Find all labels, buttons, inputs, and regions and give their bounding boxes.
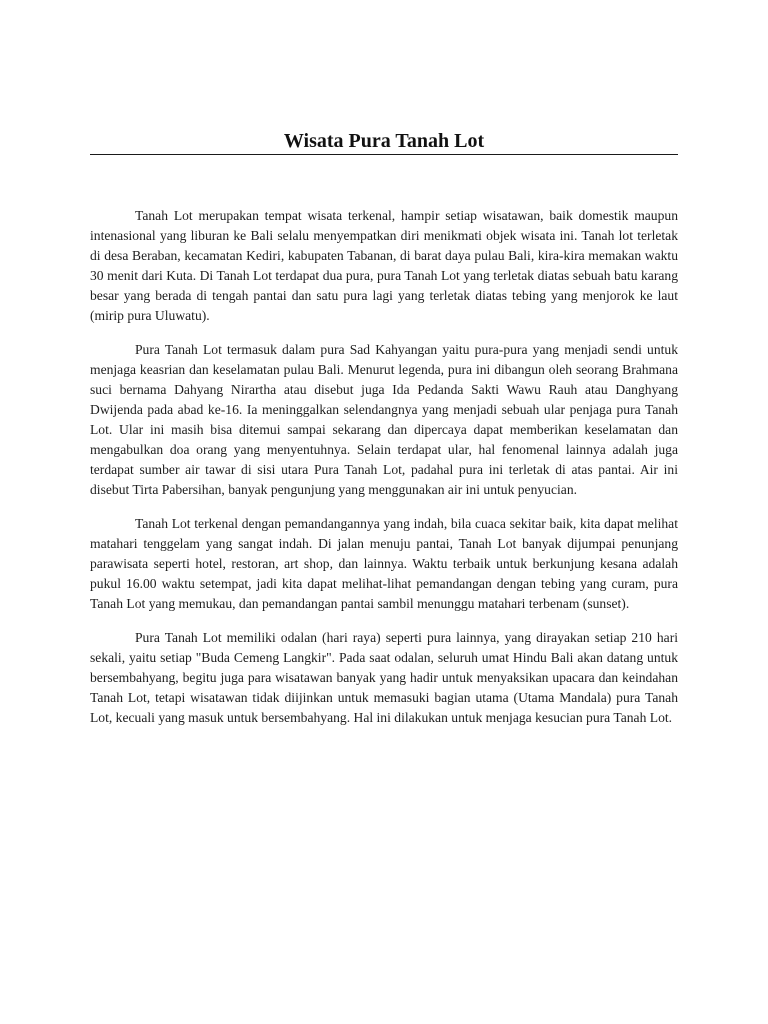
document-body — [90, 206, 678, 742]
paragraph-1: Tanah Lot merupakan tempat wisata terkenal, hampir setiap wisatawan, baik domestik maupun intenasional yang liburan ke Bali selalu menyempatkan diri menikmati objek wisata ini. Tanah lot terletak di desa Beraban, kecamatan Kediri, kabupaten Tabanan, di barat daya pulau Bali, kira-kira memakan waktu 30 menit dari Kuta. Di Tanah Lot terdapat dua pura, pura Tanah Lot yang terletak diatas sebuah batu karang besar yang berada di tengah pantai dan satu pura lagi yang terletak diatas tebing yang menjorok ke laut (mirip pura Uluwatu). — [90, 208, 678, 323]
paragraph-2: Pura Tanah Lot termasuk dalam pura Sad Kahyangan yaitu pura-pura yang menjadi sendi untuk menjaga keasrian dan keselamatan pulau Bali. Menurut legenda, pura ini dibangun oleh seorang Brahmana suci bernama Dahyang Nirartha atau disebut juga Ida Pedanda Sakti Wawu Rauh atau Danghyang Dwijenda pada abad ke-16. Ia meninggalkan selendangnya yang menjadi sebuah ular penjaga pura Tanah Lot. Ular ini masih bisa ditemui sampai sekarang dan dipercaya dapat memberikan keselamatan dan mengabulkan doa orang yang menyentuhnya. Selain terdapat ular, hal fenomenal lainnya adalah juga terdapat sumber air tawar di sisi utara Pura Tanah Lot, padahal pura ini terletak di atas pantai. Air ini disebut Tirta Pabersihan, banyak pengunjung yang menggunakan air ini untuk penyucian. — [90, 342, 678, 497]
title-underline — [90, 154, 678, 155]
document-title: Wisata Pura Tanah Lot — [283, 130, 485, 152]
paragraph-4: Pura Tanah Lot memiliki odalan (hari raya) seperti pura lainnya, yang dirayakan setiap 210 hari sekali, yaitu setiap "Buda Cemeng Langkir". Pada saat odalan, seluruh umat Hindu Bali akan datang untuk bersembahyang, begitu juga para wisatawan banyak yang hadir untuk menyaksikan upacara dan keindahan Tanah Lot, tetapi wisatawan tidak diijinkan untuk memasuki bagian utama (Utama Mandala) pura Tanah Lot, kecuali yang masuk untuk bersembahyang. Hal ini dilakukan untuk menjaga kesucian pura Tanah Lot. — [90, 630, 678, 725]
paragraph-3: Tanah Lot terkenal dengan pemandangannya yang indah, bila cuaca sekitar baik, kita dapat melihat matahari tenggelam yang sangat indah. Di jalan menuju pantai, Tanah Lot banyak dijumpai penunjang parawisata seperti hotel, restoran, art shop, dan lainnya. Waktu terbaik untuk berkunjung kesana adalah pukul 16.00 waktu setempat, jadi kita dapat melihat-lihat pemandangan dengan tebing yang curam, pura Tanah Lot yang memukau, dan pemandangan pantai sambil menunggu matahari terbenam (sunset). — [90, 516, 678, 611]
